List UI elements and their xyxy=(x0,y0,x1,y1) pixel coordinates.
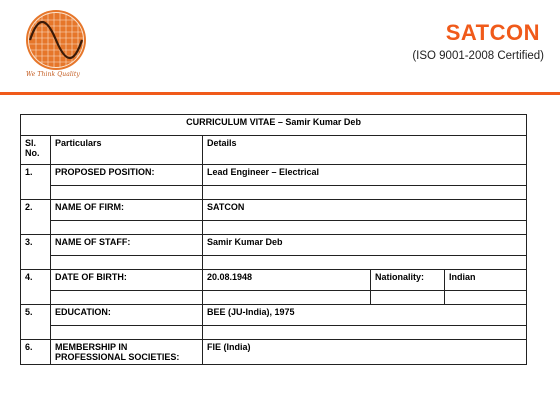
row-value: BEE (JU-India), 1975 xyxy=(203,305,527,326)
spacer-cell xyxy=(51,326,203,340)
spacer-cell xyxy=(203,256,527,270)
row-value: Lead Engineer – Electrical xyxy=(203,165,527,186)
row-label: NAME OF FIRM: xyxy=(51,200,203,221)
nationality-label: Nationality: xyxy=(371,270,445,291)
spacer-cell xyxy=(51,256,203,270)
row-number: 3. xyxy=(21,235,51,270)
nationality-value: Indian xyxy=(445,270,527,291)
row-number: 2. xyxy=(21,200,51,235)
column-header-details: Details xyxy=(203,136,527,165)
table-row xyxy=(21,165,527,186)
spacer-cell xyxy=(51,186,203,200)
column-header-sl: Sl. No. xyxy=(21,136,51,165)
row-value: Samir Kumar Deb xyxy=(203,235,527,256)
spacer-cell xyxy=(51,221,203,235)
header-divider xyxy=(0,92,560,95)
row-label: PROPOSED POSITION: xyxy=(51,165,203,186)
cv-table xyxy=(20,114,527,365)
row-number: 6. xyxy=(21,340,51,365)
table-row xyxy=(21,340,527,365)
spacer-cell xyxy=(445,291,527,305)
row-label: DATE OF BIRTH: xyxy=(51,270,203,291)
tagline: We Think Quality xyxy=(26,71,80,78)
brand-name: SATCON xyxy=(445,20,540,45)
row-label: EDUCATION: xyxy=(51,305,203,326)
row-number: 4. xyxy=(21,270,51,305)
table-row xyxy=(21,305,527,326)
spacer-cell xyxy=(203,186,527,200)
spacer-cell xyxy=(203,221,527,235)
row-number: 5. xyxy=(21,305,51,340)
certification-text: (ISO 9001-2008 Certified) xyxy=(412,50,544,62)
row-label: NAME OF STAFF: xyxy=(51,235,203,256)
table-row xyxy=(21,270,527,291)
row-number: 1. xyxy=(21,165,51,200)
spacer-cell xyxy=(371,291,445,305)
spacer-cell xyxy=(203,326,527,340)
spacer-cell xyxy=(203,291,371,305)
table-row xyxy=(21,235,527,256)
row-value: 20.08.1948 xyxy=(203,270,371,291)
row-value: FIE (India) xyxy=(203,340,527,365)
sine-wave-grid-logo xyxy=(24,8,88,72)
table-row xyxy=(21,200,527,221)
row-label: MEMBERSHIP IN PROFESSIONAL SOCIETIES: xyxy=(51,340,203,365)
spacer-cell xyxy=(51,291,203,305)
row-value: SATCON xyxy=(203,200,527,221)
column-header-particulars: Particulars xyxy=(51,136,203,165)
cv-title: CURRICULUM VITAE – Samir Kumar Deb xyxy=(21,115,527,136)
